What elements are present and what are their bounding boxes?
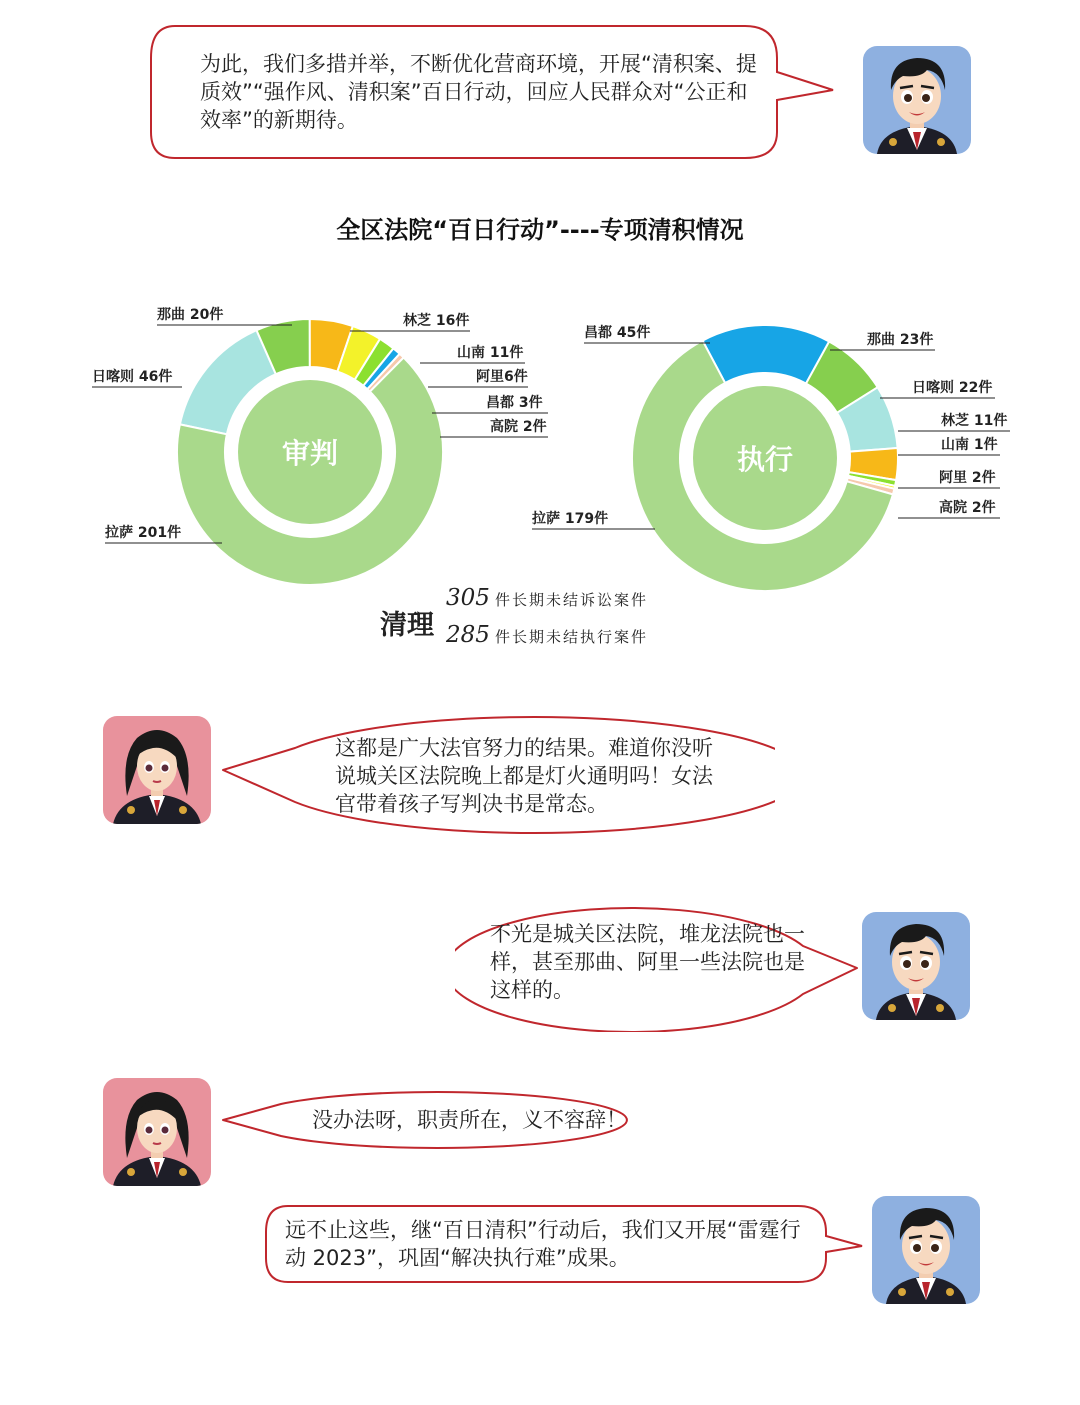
dialog-text-5: 远不止这些，继“百日清积”行动后，我们又开展“雷霆行动 2023”，巩固“解决执行难”成果。 <box>285 1218 801 1270</box>
exec-center-label: 执行 <box>736 443 794 476</box>
trial-label-那曲: 那曲 20件 <box>157 307 224 323</box>
summary-count-1: 305 <box>446 585 490 611</box>
trial-donut <box>92 306 548 585</box>
summary-label: 清理 <box>380 610 434 641</box>
exec-label-阿里: 阿里 2件 <box>939 470 996 486</box>
male-judge-avatar-1 <box>863 46 971 154</box>
dialog-text-2: 这都是广大法官努力的结果。难道你没听说城关区法院晚上都是灯火通明吗！女法官带着孩子写判决书是常态。 <box>335 736 713 816</box>
trial-label-高院: 高院 2件 <box>490 419 547 435</box>
trial-label-林芝: 林芝 16件 <box>403 313 470 329</box>
chart-title: 全区法院“百日行动”----专项清积情况 <box>336 216 744 244</box>
exec-label-林芝: 林芝 11件 <box>941 413 1008 429</box>
dialog-text-1: 为此，我们多措并举，不断优化营商环境，开展“清积案、提质效”“强作风、清积案”百日行动，回应人民群众对“公正和效率”的新期待。 <box>200 52 757 132</box>
exec-label-山南: 山南 1件 <box>941 437 998 453</box>
summary-text-2: 件长期未结执行案件 <box>495 628 649 646</box>
exec-label-高院: 高院 2件 <box>939 500 996 516</box>
dialog-text-4: 没办法呀，职责所在，义不容辞！ <box>312 1108 627 1132</box>
exec-label-昌都: 昌都 45件 <box>584 325 651 341</box>
donut-charts <box>0 290 1080 600</box>
summary-line-2 <box>446 622 648 648</box>
trial-label-拉萨: 拉萨 201件 <box>105 525 182 541</box>
dialog-text-3: 不光是城关区法院，堆龙法院也一样，甚至那曲、阿里一些法院也是这样的。 <box>490 922 805 1002</box>
trial-label-阿里: 阿里6件 <box>476 369 528 385</box>
male-judge-avatar-2 <box>862 912 970 1020</box>
exec-label-拉萨: 拉萨 179件 <box>532 511 609 527</box>
female-judge-avatar-2 <box>103 1078 211 1186</box>
trial-label-昌都: 昌都 3件 <box>486 395 543 411</box>
exec-label-日喀则: 日喀则 22件 <box>912 380 993 396</box>
trial-center-label: 审判 <box>281 437 339 470</box>
exec-label-那曲: 那曲 23件 <box>867 332 934 348</box>
trial-label-山南: 山南 11件 <box>457 345 524 361</box>
female-judge-avatar-1 <box>103 716 211 824</box>
male-judge-avatar-3 <box>872 1196 980 1304</box>
summary-line-1 <box>446 585 648 611</box>
summary-count-2: 285 <box>446 622 490 648</box>
trial-label-日喀则: 日喀则 46件 <box>92 369 173 385</box>
summary-text-1: 件长期未结诉讼案件 <box>495 591 649 609</box>
exec-donut <box>532 324 1010 591</box>
